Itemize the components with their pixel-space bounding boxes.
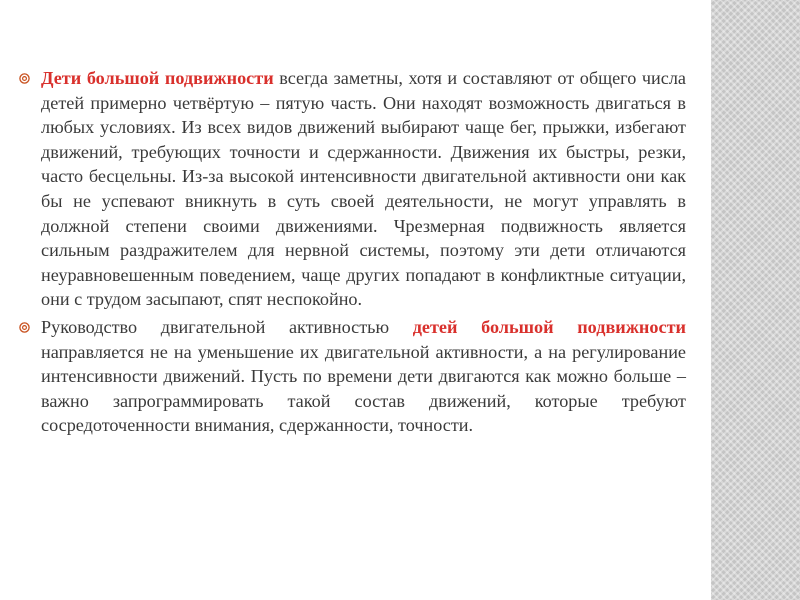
highlight-term: детей большой подвижности <box>412 316 686 337</box>
slide-content <box>16 66 686 441</box>
bullet-paragraph-1 <box>41 66 686 312</box>
decorative-side-band <box>711 0 800 600</box>
bullet-paragraph-2 <box>41 315 686 438</box>
paragraph-text: всегда заметны, хотя и составляют от общего числа детей примерно четвёртую – пятую часть. Они находят возможность двигаться в любых условиях. Из всех видов движений выбирают чаще бег, прыжки, избегают движений, требующих точности и сдержанности. Движения их быстры, резки, часто бесцельны. Из-за высокой интенсивности двигательной активности они как бы не успевают вникнуть в суть своей деятельности, не могут управлять в должной степени своими движениями. Чрезмерная подвижность является сильным раздражителем для нервной системы, поэтому эти дети отличаются неуравновешенным поведением, чаще других попадают в конфликтные ситуации, они с трудом засыпают, спят неспокойно. <box>41 68 686 310</box>
circle-bullet-icon <box>19 322 30 333</box>
bullet-item-2 <box>16 315 686 438</box>
paragraph-text-before: Руководство двигательной активностью <box>41 316 413 337</box>
highlight-term: Дети большой подвижности <box>41 68 274 88</box>
bullet-item-1 <box>16 66 686 312</box>
circle-bullet-icon <box>19 73 30 84</box>
paragraph-text: направляется не на уменьшение их двигательной активности, а на регулирование интенсивности движений. Пусть по времени дети двигаются как можно больше – важно запрограммировать такой состав движений, которые требуют сосредоточенности внимания, сдержанности, точности. <box>41 341 686 436</box>
